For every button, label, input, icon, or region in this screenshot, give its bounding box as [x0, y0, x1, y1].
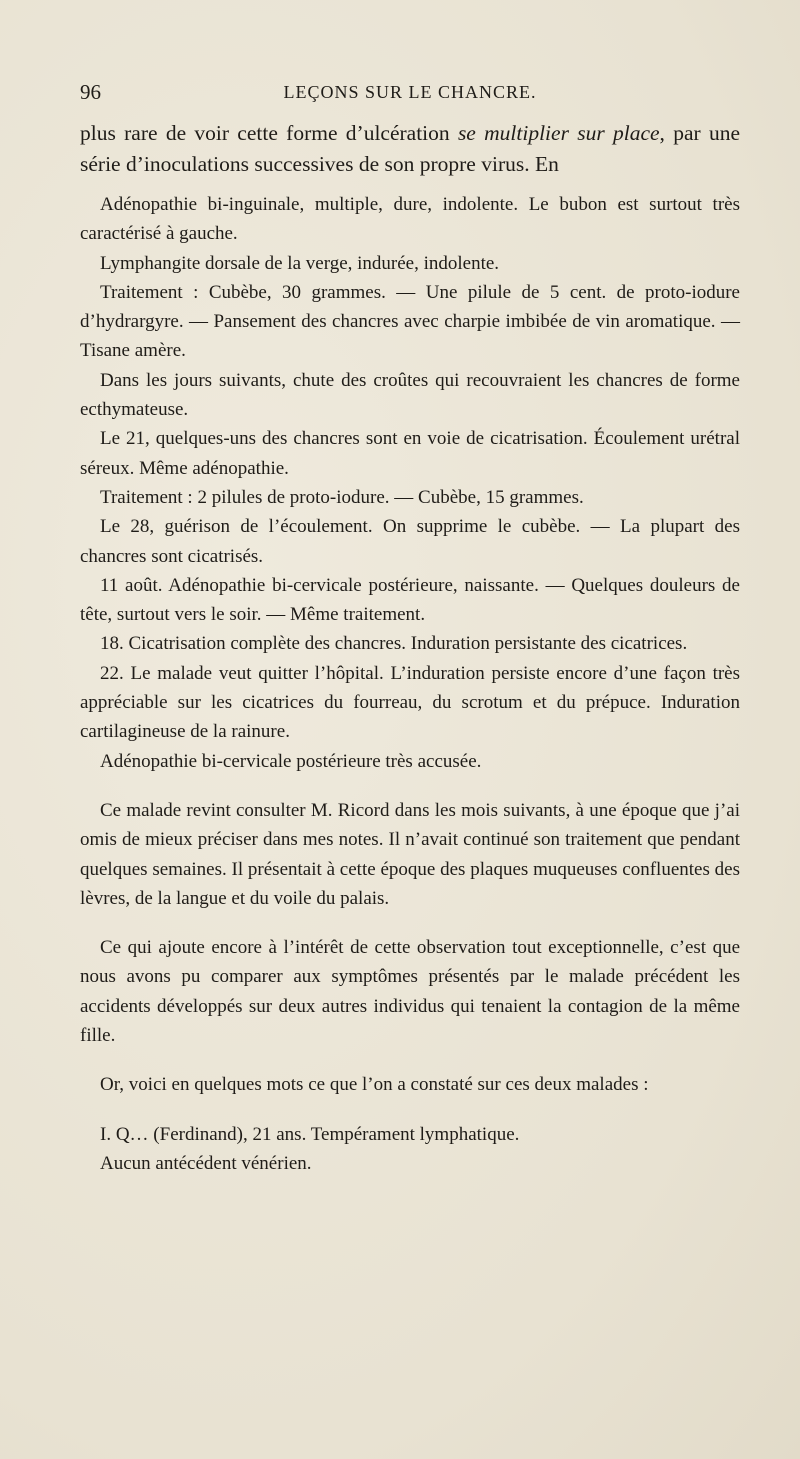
observation-paragraph: Traitement : Cubèbe, 30 grammes. — Une pilule de 5 cent. de proto-iodure d’hydrargyre. — Pansement des chancres avec charpie imbibée de vin aromatique. — Tisane amère. — [80, 281, 740, 362]
observation-paragraph: Le 21, quelques-uns des chancres sont en voie de cicatrisation. Écoulement urétral séreux. Même adénopathie. — [80, 428, 740, 479]
observation-paragraph: Dans les jours suivants, chute des croûtes qui recouvraient les chancres de forme ecthymateuse. — [80, 369, 740, 421]
observation-paragraph: Lymphangite dorsale de la verge, indurée, indolente. — [100, 252, 500, 274]
observation-paragraph: Le 28, guérison de l’écoulement. On supprime le cubèbe. — La plupart des chancres sont cicatrisés. — [80, 516, 740, 567]
intro-text-start: plus rare de voir cette forme d’ulcération — [80, 121, 458, 145]
observation-paragraph: Traitement : 2 pilules de proto-iodure. — Cubèbe, 15 grammes. — [100, 486, 584, 508]
page-number: 96 — [80, 80, 101, 104]
observation-paragraph: 18. Cicatrisation complète des chancres. Induration persistante des cicatrices. — [100, 633, 688, 655]
intro-italic-phrase: se multiplier sur place — [457, 121, 660, 145]
followup-paragraph: Ce malade revint consulter M. Ricord dans les mois suivants, à une époque que j’ai omis de mieux préciser dans mes notes. Il n’avait continué son traitement que pendant quelques semaines. Il présentait à cette époque des plaques muqueuses confluentes des lèvres, de la langue et du voile du palais. — [80, 799, 740, 909]
body-text — [80, 118, 740, 1178]
case-line: Aucun antécédent vénérien. — [100, 1152, 312, 1174]
observation-paragraph: Adénopathie bi-inguinale, multiple, dure, indolente. Le bubon est surtout très caractérisé à gauche. — [80, 194, 740, 245]
page-header — [80, 80, 740, 110]
observation-paragraph: 11 août. Adénopathie bi-cervicale postérieure, naissante. — Quelques douleurs de tête, surtout vers le soir. — Même traitement. — [80, 574, 740, 626]
followup-paragraph: Ce qui ajoute encore à l’intérêt de cette observation tout exceptionnelle, c’est que nous avons pu comparer aux symptômes présentés par le malade précédent les accidents développés sur deux autres individus qui tenaient la contagion de la même fille. — [80, 937, 740, 1047]
observation-paragraph: Adénopathie bi-cervicale postérieure très accusée. — [100, 750, 482, 772]
observation-block — [80, 190, 740, 1178]
running-title: LEÇONS SUR LE CHANCRE. — [283, 82, 537, 102]
followup-paragraph: Or, voici en quelques mots ce que l’on a constaté sur ces deux malades : — [100, 1074, 649, 1096]
case-line: I. Q… (Ferdinand), 21 ans. Tempérament lymphatique. — [100, 1123, 520, 1145]
intro-text-end: , par une série d’inoculations successives de son propre virus. En — [80, 121, 740, 176]
observation-paragraph: 22. Le malade veut quitter l’hôpital. L’induration persiste encore d’une façon très appréciable sur les cicatrices du fourreau, du scrotum et du prépuce. Induration cartilagineuse de la rainure. — [80, 662, 740, 743]
intro-paragraph — [80, 118, 740, 180]
